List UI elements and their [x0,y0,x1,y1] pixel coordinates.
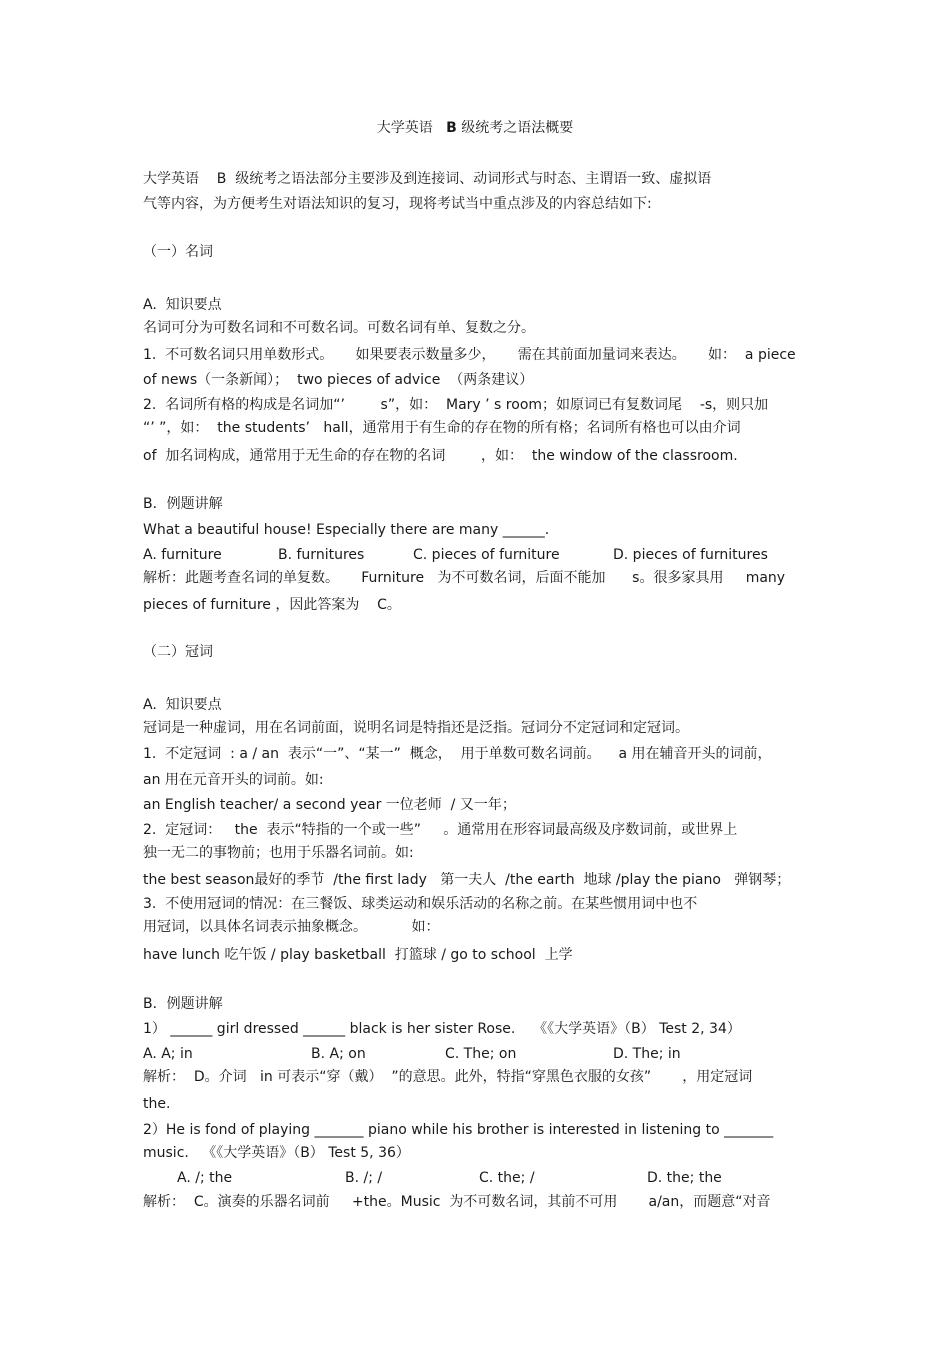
paragraph-line: 用冠词，以具体名词表示抽象概念。 如： [143,919,440,935]
q2-option-b: B. /; / [345,1170,383,1186]
title-text-post: 级统考之语法概要 [456,120,574,136]
knowledge-heading: A. 知识要点 [143,697,222,713]
analysis-line: pieces of furniture ，因此答案为 C。 [143,597,401,613]
analysis-line: 解析：此题考查名词的单复数。 Furniture 为不可数名词，后面不能加 s。很多家具用 many [143,570,786,586]
example-heading: B．例题讲解 [143,996,223,1012]
document-title [0,119,950,137]
paragraph-line: 2. 名词所有格的构成是名词加“’ s”，如： Mary ’ s room；如原词已有复数词尾 -s，则只加 [143,397,769,413]
question-1-text: 1） ______ girl dressed ______ black is her sister Rose. 《《大学英语》（B） Test 2, 34） [143,1021,741,1037]
example-heading: B．例题讲解 [143,496,223,512]
paragraph-line: 名词可分为可数名词和不可数名词。可数名词有单、复数之分。 [143,320,535,336]
paragraph-line: the best season最好的季节 /the first lady 第一夫人 /the earth 地球 /play the piano 弹钢琴； [143,872,791,888]
paragraph-line: “’ ”，如： the students’ hall，通常用于有生命的存在物的所有格；名词所有格也可以由介词 [143,420,741,436]
section-heading-articles: （二）冠词 [143,644,213,660]
intro-line-1: 大学英语 B 级统考之语法部分主要涉及到连接词、动词形式与时态、主谓语一致、虚拟语 [143,171,712,187]
q1-option-a: A. A; in [143,1046,193,1062]
paragraph-line: of news（一条新闻）； two pieces of advice （两条建议） [143,372,534,388]
paragraph-line: 独一无二的事物前；也用于乐器名词前。如: [143,845,414,861]
paragraph-line: 3. 不使用冠词的情况：在三餐饭、球类运动和娱乐活动的名称之前。在某些惯用词中也不 [143,896,698,912]
analysis-line: 解析： D。介词 in 可表示“穿（戴） ”的意思。此外，特指“穿黑色衣服的女孩” ，用定冠词 [143,1069,753,1085]
title-text-pre: 大学英语 [376,120,447,136]
section-heading-nouns: （一）名词 [143,244,213,260]
intro-line-2: 气等内容，为方便考生对语法知识的复习，现将考试当中重点涉及的内容总结如下: [143,196,652,212]
paragraph-line: 2. 定冠词： the 表示“特指的一个或一些” 。通常用在形容词最高级及序数词前，或世界上 [143,822,738,838]
question-2-text: 2）He is fond of playing _______ piano while his brother is interested in listening to _______ [143,1122,774,1138]
question-text: What a beautiful house! Especially there are many ______. [143,522,550,538]
paragraph-line: an 用在元音开头的词前。如: [143,772,324,788]
paragraph-line: 1. 不可数名词只用单数形式。 如果要表示数量多少， 需在其前面加量词来表达。 如： a piece [143,347,796,363]
paragraph-line: 冠词是一种虚词，用在名词前面，说明名词是特指还是泛指。冠词分不定冠词和定冠词。 [143,720,689,736]
title-text-b: B [446,120,457,136]
q2-option-a: A. /; the [177,1170,233,1186]
paragraph-line: 1. 不定冠词 : a / an 表示“一”、“某一” 概念， 用于单数可数名词前。 a 用在辅音开头的词前， [143,746,772,762]
q1-option-b: B. A; on [311,1046,366,1062]
paragraph-line: of 加名词构成，通常用于无生命的存在物的名词 ，如： the window of the classroom. [143,448,738,464]
q2-option-c: C. the; / [479,1170,535,1186]
analysis-line: 解析： C。演奏的乐器名词前 +the。Music 为不可数名词，其前不可用 a/an，而题意“对音 [143,1194,771,1210]
question-2-text: music. 《《大学英语》（B） Test 5, 36） [143,1145,410,1161]
knowledge-heading: A. 知识要点 [143,297,222,313]
paragraph-line: an English teacher/ a second year 一位老师 / 又一年； [143,797,516,813]
q1-option-d: D. The; in [613,1046,681,1062]
q2-option-d: D. the; the [647,1170,722,1186]
q1-option-c: C. The; on [445,1046,517,1062]
analysis-line: the. [143,1096,171,1112]
option-a: A. furniture [143,547,222,563]
option-c: C. pieces of furniture [413,547,560,563]
option-d: D. pieces of furnitures [613,547,768,563]
paragraph-line: have lunch 吃午饭 / play basketball 打篮球 / go to school 上学 [143,947,573,963]
option-b: B. furnitures [278,547,365,563]
